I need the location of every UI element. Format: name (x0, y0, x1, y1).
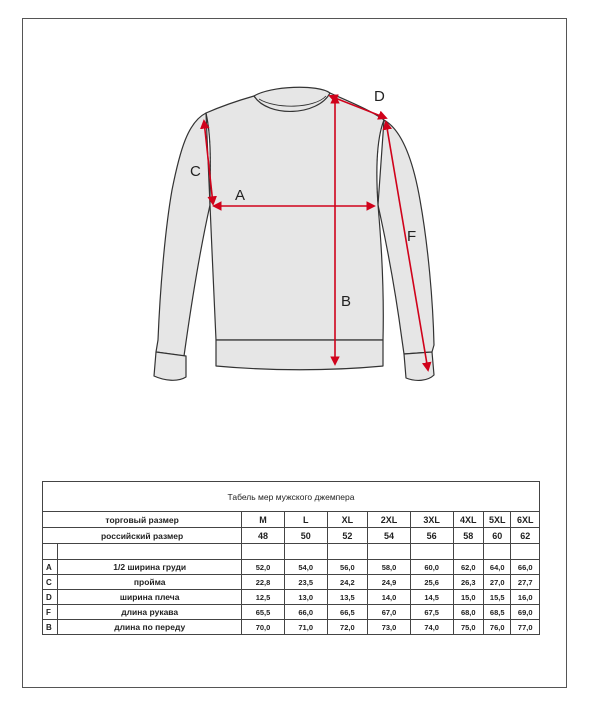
size-header: 4XL (453, 512, 483, 528)
measure-key: C (43, 575, 58, 590)
left-sleeve (156, 113, 210, 356)
measure-value: 27,7 (511, 575, 540, 590)
size-header: M (242, 512, 285, 528)
measure-value: 71,0 (284, 620, 327, 635)
measure-name: ширина плеча (58, 590, 242, 605)
waistband (216, 340, 383, 370)
measure-value: 52,0 (242, 560, 285, 575)
ru-size-header: 58 (453, 528, 483, 544)
measure-value: 26,3 (453, 575, 483, 590)
measure-name: длина по переду (58, 620, 242, 635)
blank-cell (43, 544, 58, 560)
measure-key: B (43, 620, 58, 635)
measure-value: 68,0 (453, 605, 483, 620)
size-header: 6XL (511, 512, 540, 528)
blank-cell (410, 544, 453, 560)
right-cuff (404, 352, 434, 380)
measure-value: 67,0 (368, 605, 411, 620)
blank-cell (284, 544, 327, 560)
table-row (43, 560, 540, 575)
table-row (43, 620, 540, 635)
measure-value: 13,0 (284, 590, 327, 605)
measure-value: 75,0 (453, 620, 483, 635)
measure-value: 54,0 (284, 560, 327, 575)
sweater-illustration (154, 87, 434, 380)
measure-value: 67,5 (410, 605, 453, 620)
measure-value: 22,8 (242, 575, 285, 590)
measure-value: 66,0 (511, 560, 540, 575)
label-C: C (190, 163, 201, 180)
sizes-label: торговый размер (43, 512, 242, 528)
measure-value: 27,0 (484, 575, 511, 590)
measure-value: 14,5 (410, 590, 453, 605)
measure-key: A (43, 560, 58, 575)
blank-cell (58, 544, 242, 560)
blank-cell (327, 544, 368, 560)
ru-size-header: 62 (511, 528, 540, 544)
measure-value: 62,0 (453, 560, 483, 575)
table-title: Табель мер мужского джемпера (43, 482, 540, 512)
left-cuff (154, 352, 186, 380)
ru-size-header: 48 (242, 528, 285, 544)
measure-value: 60,0 (410, 560, 453, 575)
measure-value: 23,5 (284, 575, 327, 590)
measure-key: D (43, 590, 58, 605)
measure-value: 16,0 (511, 590, 540, 605)
label-D: D (374, 88, 385, 105)
ru-size-header: 60 (484, 528, 511, 544)
measure-value: 13,5 (327, 590, 368, 605)
measure-value: 15,0 (453, 590, 483, 605)
blank-cell (511, 544, 540, 560)
ru-size-header: 50 (284, 528, 327, 544)
table-row (43, 605, 540, 620)
measure-name: длина рукава (58, 605, 242, 620)
label-A: A (235, 187, 246, 204)
measure-value: 73,0 (368, 620, 411, 635)
size-header: 5XL (484, 512, 511, 528)
size-header: XL (327, 512, 368, 528)
measure-value: 24,9 (368, 575, 411, 590)
measure-value: 64,0 (484, 560, 511, 575)
measure-value: 65,5 (242, 605, 285, 620)
table-row (43, 575, 540, 590)
torso (206, 93, 384, 340)
measure-name: 1/2 ширина груди (58, 560, 242, 575)
blank-cell (484, 544, 511, 560)
measure-value: 74,0 (410, 620, 453, 635)
measure-value: 76,0 (484, 620, 511, 635)
ru-size-header: 56 (410, 528, 453, 544)
measure-value: 66,0 (284, 605, 327, 620)
table-row (43, 590, 540, 605)
measure-value: 68,5 (484, 605, 511, 620)
ru-size-header: 54 (368, 528, 411, 544)
measure-value: 66,5 (327, 605, 368, 620)
label-B: B (341, 293, 352, 310)
measure-value: 69,0 (511, 605, 540, 620)
measure-value: 24,2 (327, 575, 368, 590)
measure-value: 72,0 (327, 620, 368, 635)
size-table (42, 481, 540, 635)
blank-cell (242, 544, 285, 560)
label-F: F (407, 228, 417, 245)
measure-name: пройма (58, 575, 242, 590)
measure-value: 77,0 (511, 620, 540, 635)
measure-value: 15,5 (484, 590, 511, 605)
measure-value: 56,0 (327, 560, 368, 575)
measure-key: F (43, 605, 58, 620)
measure-value: 14,0 (368, 590, 411, 605)
measure-value: 25,6 (410, 575, 453, 590)
ru-size-header: 52 (327, 528, 368, 544)
size-header: L (284, 512, 327, 528)
size-header: 2XL (368, 512, 411, 528)
measure-value: 12,5 (242, 590, 285, 605)
ru-sizes-label: российский размер (43, 528, 242, 544)
blank-cell (453, 544, 483, 560)
blank-cell (368, 544, 411, 560)
size-header: 3XL (410, 512, 453, 528)
measure-value: 70,0 (242, 620, 285, 635)
measure-value: 58,0 (368, 560, 411, 575)
